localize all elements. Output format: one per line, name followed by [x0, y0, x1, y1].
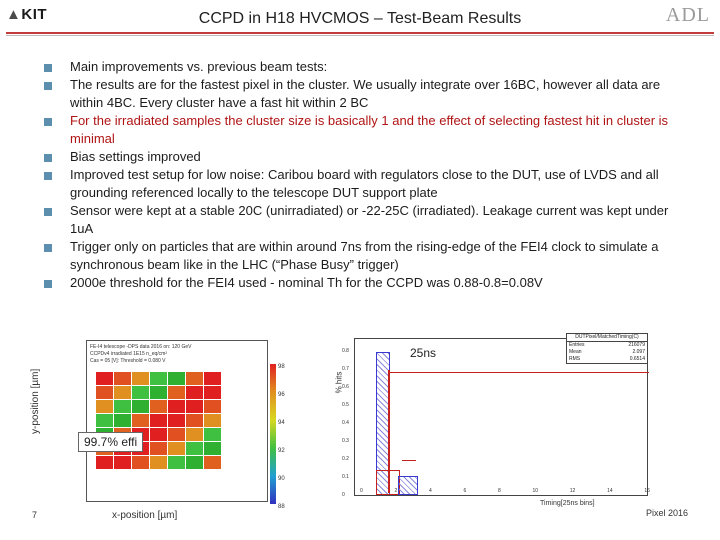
- bullet-item: Main improvements vs. previous beam tests:: [42, 58, 682, 76]
- xtick-label: 0: [360, 488, 363, 494]
- left-plot-ylabel: y-position [µm]: [30, 368, 41, 434]
- bullet-item: Trigger only on particles that are within around 7ns from the rising-edge of the FEI4 clock to simulate a synchronous beam like in the LHC (“Phase Busy” trigger): [42, 238, 682, 274]
- page-number: 7: [32, 510, 38, 520]
- ytick-label: 0.6: [342, 384, 349, 390]
- header-divider: [6, 32, 714, 34]
- heatmap-cell: [168, 456, 185, 469]
- heatmap-cell: [168, 372, 185, 385]
- ytick-label: 0.3: [342, 438, 349, 444]
- heatmap-cell: [204, 456, 221, 469]
- timing-annotation: 25ns: [410, 346, 437, 360]
- slide-title: CCPD in H18 HVCMOS – Test-Beam Results: [198, 10, 522, 27]
- heatmap-cell: [96, 386, 113, 399]
- heatmap-cell: [204, 414, 221, 427]
- ytick-label: 0.4: [342, 420, 349, 426]
- stats-box: [566, 333, 648, 364]
- bullet-item: Improved test setup for low noise: Caribou board with regulators close to the DUT, use of LVDS and all grounding referenced locally to the telescope DUT support plate: [42, 166, 682, 202]
- heatmap-cell: [150, 372, 167, 385]
- heatmap-cell: [168, 386, 185, 399]
- stats-row: [567, 342, 647, 349]
- bullet-item: The results are for the fastest pixel in the cluster. We usually integrate over 16BC, however all data are within 4BC. Every cluster have a fast hit within 2 BC: [42, 76, 682, 112]
- heatmap-grid: [96, 372, 221, 469]
- legend-line: FE-I4 telescope -DPS data 2016 on: 120 GeV: [90, 344, 192, 350]
- colorbar: [270, 364, 276, 504]
- heatmap-cell: [150, 400, 167, 413]
- histogram-bar-red-small: [376, 470, 400, 495]
- histogram-bar-blue-small: [398, 476, 418, 495]
- legend-line: Cas = 05 [V]: Threshold = 0.080 V: [90, 358, 166, 364]
- heatmap-cell: [132, 400, 149, 413]
- ytick-label: 0.8: [342, 348, 349, 354]
- heatmap-cell: [150, 428, 167, 441]
- heatmap-cell: [204, 372, 221, 385]
- heatmap-cell: [114, 456, 131, 469]
- xtick-label: 10: [532, 488, 539, 494]
- stats-key: Entries: [569, 342, 585, 348]
- adl-logo: ADL: [665, 4, 710, 26]
- heatmap-cell: [186, 372, 203, 385]
- colorbar-tick: 98: [278, 364, 285, 370]
- heatmap-cell: [96, 372, 113, 385]
- left-plot-xlabel: x-position [µm]: [112, 510, 178, 521]
- heatmap-cell: [186, 400, 203, 413]
- colorbar-tick: 94: [278, 420, 285, 426]
- colorbar-tick: 96: [278, 392, 285, 398]
- heatmap-cell: [186, 414, 203, 427]
- colorbar-tick: 88: [278, 504, 285, 510]
- header-divider-thin: [6, 35, 714, 36]
- right-plot-yticks: [342, 348, 349, 510]
- heatmap-cell: [150, 442, 167, 455]
- ytick-label: 0.5: [342, 402, 349, 408]
- heatmap-cell: [186, 428, 203, 441]
- xtick-label: 8: [498, 488, 501, 494]
- colorbar-tick: 90: [278, 476, 285, 482]
- colorbar-ticks: [278, 364, 285, 532]
- histogram-red-level-small: [402, 460, 416, 461]
- heatmap-cell: [150, 414, 167, 427]
- stats-value: 2.097: [632, 349, 645, 355]
- histogram-red-level: [389, 372, 649, 373]
- xtick-label: 2: [394, 488, 398, 494]
- stats-key: Mean: [569, 349, 582, 355]
- stats-title: DUTPixel/MatchedTiming(C): [567, 334, 647, 342]
- stats-row: [567, 349, 647, 356]
- heatmap-cell: [168, 428, 185, 441]
- heatmap-cell: [132, 456, 149, 469]
- bullet-item: For the irradiated samples the cluster size is basically 1 and the effect of selecting fastest hit in cluster is minimal: [42, 112, 682, 148]
- heatmap-cell: [204, 428, 221, 441]
- bullet-item: 2000e threshold for the FEI4 used - nominal Th for the CCPD was 0.88-0.8=0.08V: [42, 274, 682, 292]
- kit-logo: ▲KIT: [6, 6, 48, 23]
- xtick-label: 16: [644, 488, 650, 494]
- heatmap-cell: [168, 414, 185, 427]
- ytick-label: 0.7: [342, 366, 349, 372]
- left-plot-legend: [90, 344, 191, 365]
- xtick-label: 12: [569, 488, 576, 494]
- xtick-label: 6: [463, 488, 467, 494]
- conference-label: Pixel 2016: [646, 508, 689, 518]
- heatmap-cell: [114, 414, 131, 427]
- heatmap-cell: [114, 400, 131, 413]
- stats-value: 0.6514: [629, 356, 645, 362]
- legend-line: CCPDv4 irradiated 1E15 n_eq/cm²: [90, 351, 167, 357]
- ytick-label: 0: [342, 492, 345, 498]
- ytick-label: 0.1: [342, 474, 349, 480]
- heatmap-cell: [114, 386, 131, 399]
- heatmap-cell: [150, 456, 167, 469]
- heatmap-cell: [168, 400, 185, 413]
- bullet-item: Sensor were kept at a stable 20C (unirradiated) or -22-25C (irradiated). Leakage current was kept under 1uA: [42, 202, 682, 238]
- efficiency-label: 99.7% effi: [78, 432, 143, 452]
- heatmap-cell: [168, 442, 185, 455]
- heatmap-cell: [132, 386, 149, 399]
- right-plot-xlabel: Timing[25ns bins]: [540, 500, 595, 507]
- heatmap-cell: [132, 372, 149, 385]
- colorbar-tick: 92: [278, 448, 285, 454]
- heatmap-cell: [186, 386, 203, 399]
- heatmap-cell: [132, 414, 149, 427]
- bullet-item: Bias settings improved: [42, 148, 682, 166]
- bullet-list: [42, 58, 682, 292]
- slide-header: [0, 0, 720, 36]
- xtick-label: 14: [607, 488, 613, 494]
- heatmap-cell: [186, 456, 203, 469]
- heatmap-cell: [204, 442, 221, 455]
- heatmap-cell: [96, 456, 113, 469]
- heatmap-cell: [150, 386, 167, 399]
- heatmap-cell: [186, 442, 203, 455]
- stats-row: [567, 356, 647, 363]
- stats-value: 216079: [628, 342, 645, 348]
- heatmap-cell: [204, 386, 221, 399]
- heatmap-cell: [204, 400, 221, 413]
- xtick-label: 4: [429, 488, 432, 494]
- heatmap-cell: [96, 400, 113, 413]
- ytick-label: 0.2: [342, 456, 349, 462]
- right-plot-ylabel: % hits: [334, 371, 344, 394]
- stats-key: RMS: [569, 356, 581, 362]
- heatmap-cell: [96, 414, 113, 427]
- heatmap-cell: [114, 372, 131, 385]
